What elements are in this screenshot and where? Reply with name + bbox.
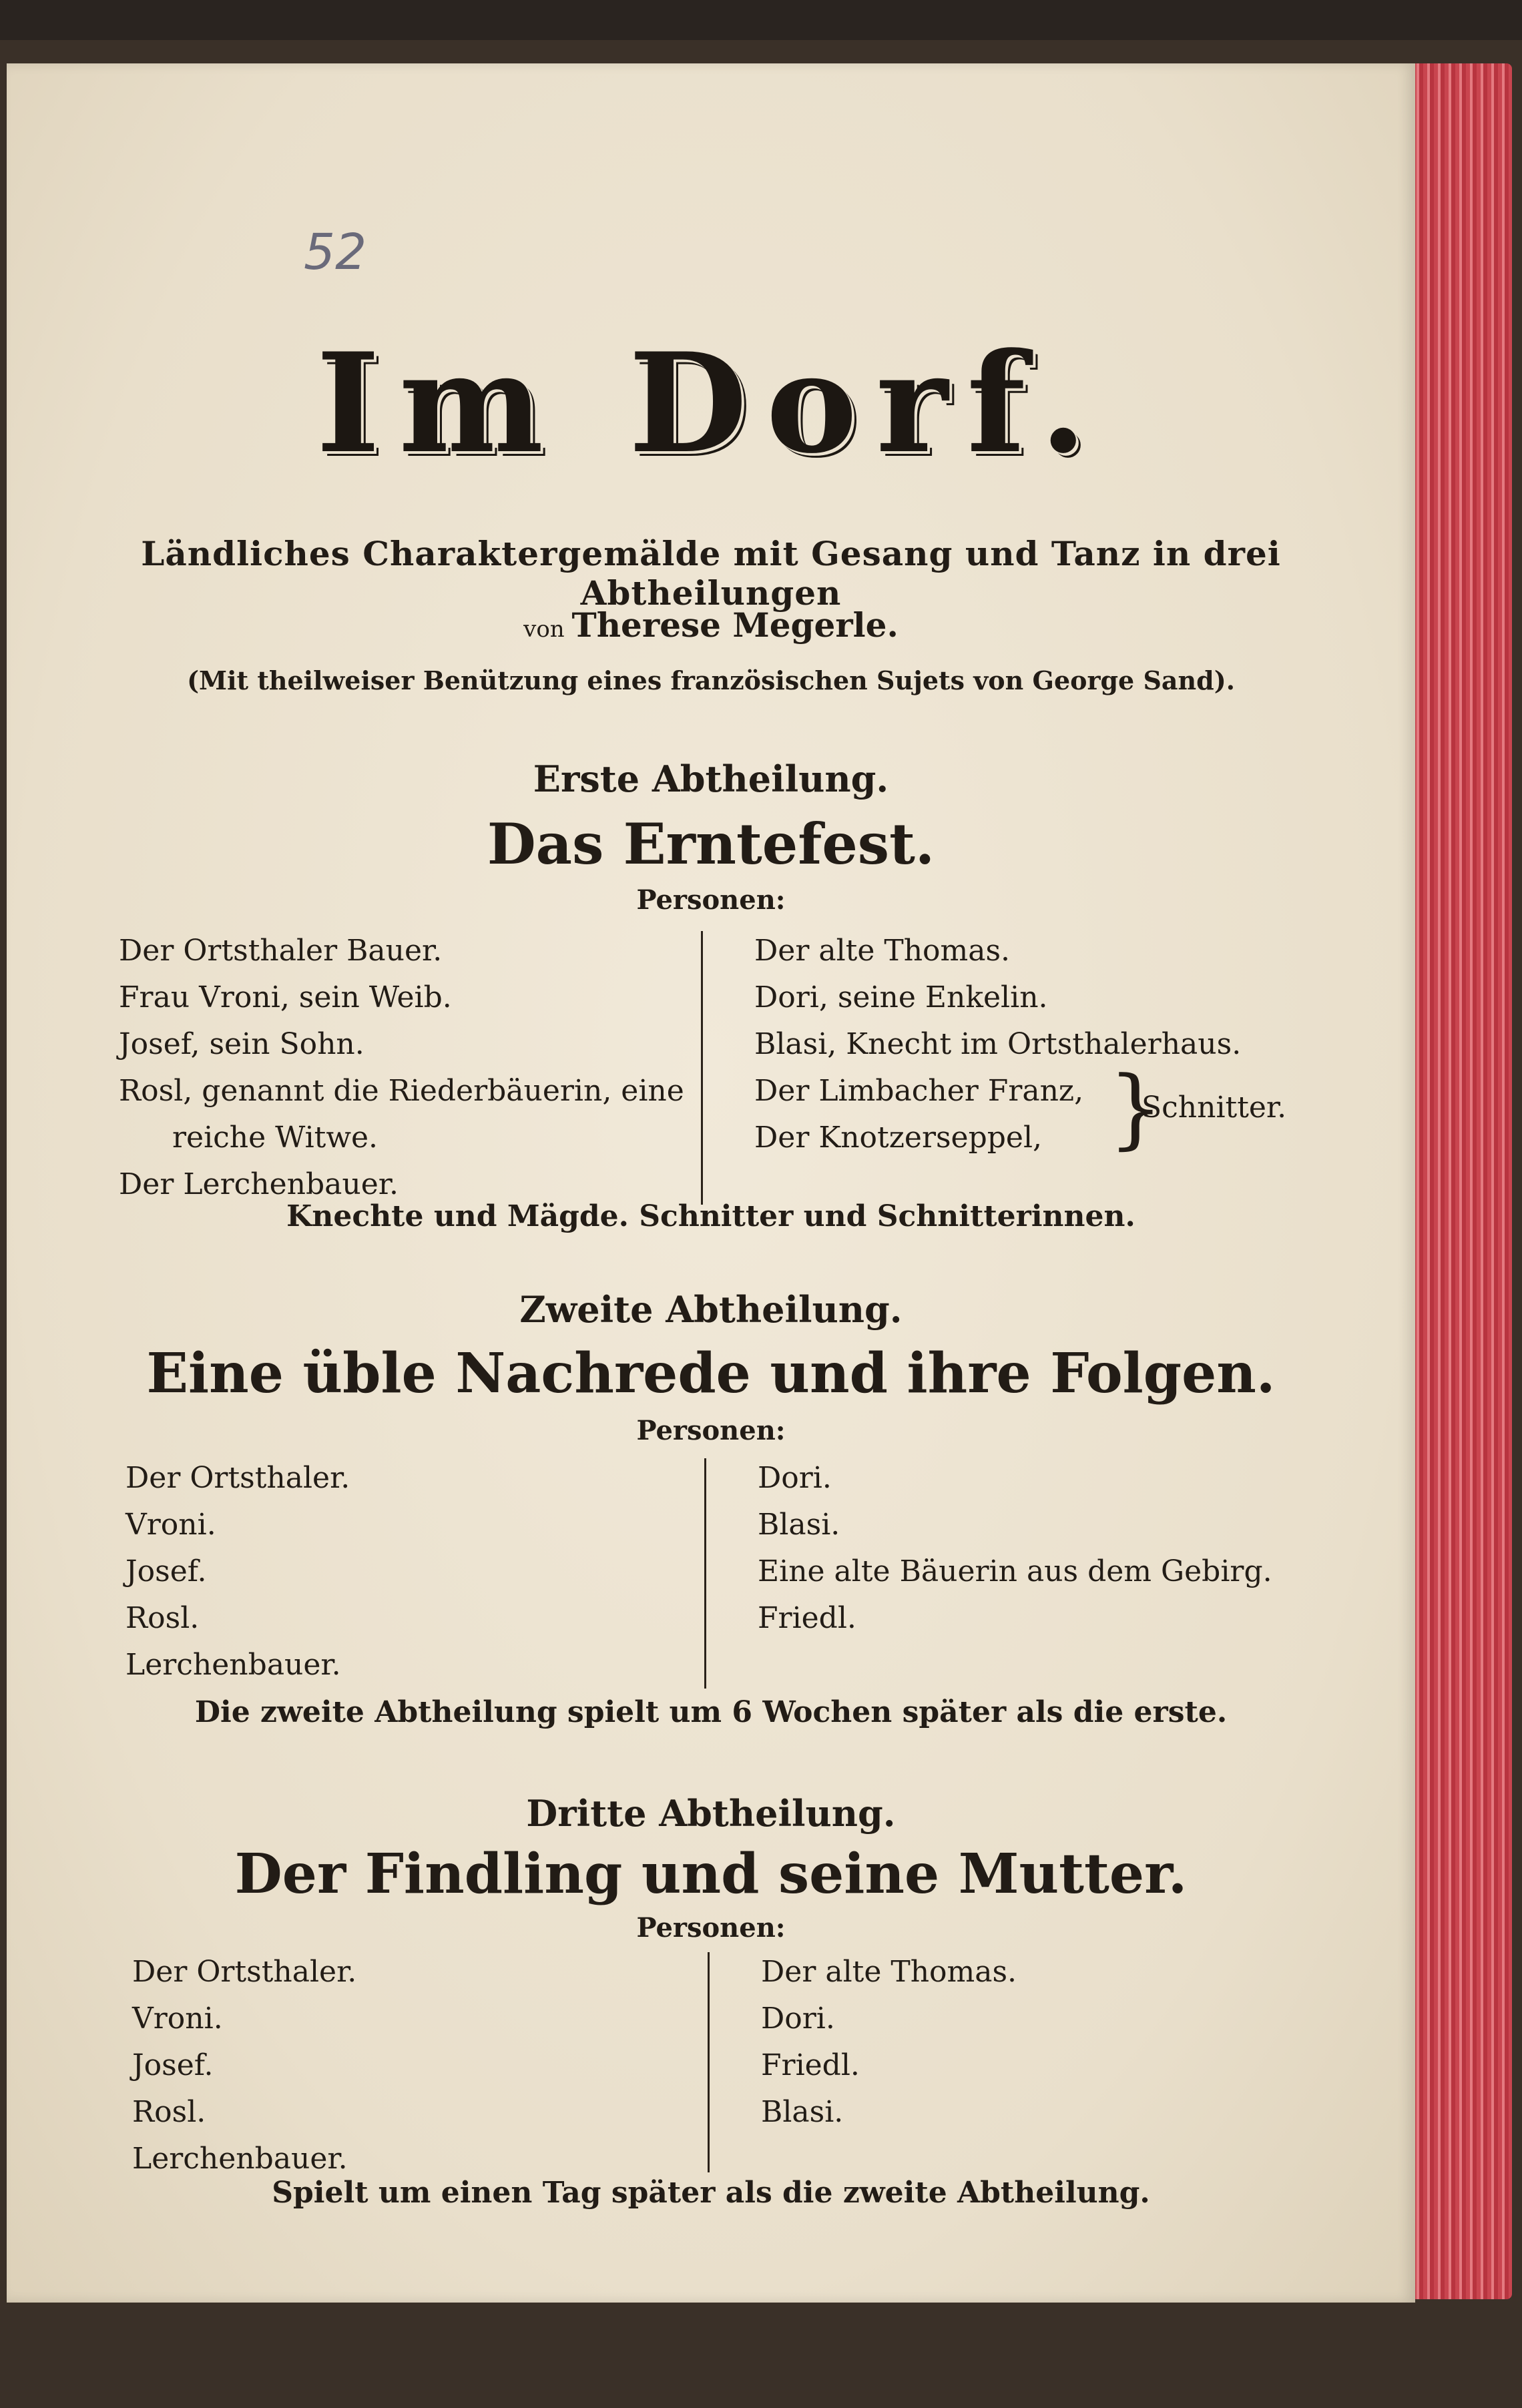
play-title: Im Dorf.: [316, 324, 1106, 484]
author-line: [7, 605, 1415, 645]
act-2-note: Die zweite Abtheilung spielt um 6 Wochen später als die erste.: [194, 1695, 1228, 1729]
cast-entry: Friedl.: [758, 1601, 856, 1635]
cast-entry: Josef, sein Sohn.: [119, 1027, 364, 1061]
cast-entry: Blasi.: [761, 2095, 844, 2129]
act-2-title: Eine üble Nachrede und ihre Folgen.: [146, 1341, 1276, 1406]
cast-entry: Der Ortsthaler.: [125, 1461, 350, 1495]
cast-entry: Vroni.: [125, 1508, 216, 1542]
cast-entry: Josef.: [125, 1554, 207, 1588]
cast-entry: Blasi, Knecht im Ortsthalerhaus.: [754, 1027, 1242, 1061]
cast-entry: Friedl.: [761, 2048, 860, 2082]
act-1-title: Das Erntefest.: [487, 811, 935, 877]
act-3-cast-left: [132, 1949, 356, 2182]
book-page: [7, 63, 1415, 2303]
cast-entry: Rosl.: [125, 1601, 200, 1635]
act-3-title: Der Findling und seine Mutter.: [234, 1842, 1188, 1906]
act-1-cast-left: [119, 928, 684, 1208]
play-subtitle: Ländliches Charaktergemälde mit Gesang und Tanz in drei Abtheilungen: [141, 534, 1281, 613]
cast-entry: Der alte Thomas.: [761, 1955, 1017, 1989]
act-2-divider: [704, 1458, 706, 1689]
cast-entry: Lerchenbauer.: [125, 1648, 341, 1682]
cast-entry: Dori, seine Enkelin.: [754, 980, 1048, 1014]
act-1-label: Erste Abtheilung.: [533, 758, 889, 800]
act-3-divider: [708, 1952, 710, 2172]
source-note: (Mit theilweiser Benützung eines französischen Sujets von George Sand).: [187, 665, 1235, 695]
cast-entry: Rosl.: [132, 2095, 206, 2129]
cast-group-label: Schnitter.: [1142, 1091, 1287, 1125]
act-1-divider: [701, 931, 703, 1205]
cast-entry: Eine alte Bäuerin aus dem Gebirg.: [758, 1554, 1272, 1588]
act-2-personen: Personen:: [636, 1415, 786, 1446]
cast-entry: Frau Vroni, sein Weib.: [119, 980, 452, 1014]
cast-entry: Blasi.: [758, 1508, 840, 1542]
page-edge: [1402, 63, 1512, 2299]
act-3-personen: Personen:: [636, 1912, 786, 1943]
cast-entry: Der Lerchenbauer.: [119, 1167, 399, 1201]
cast-entry: Dori.: [761, 2002, 835, 2036]
cast-entry: Dori.: [758, 1461, 832, 1495]
act-3-note: Spielt um einen Tag später als die zweite Abtheilung.: [272, 2176, 1150, 2210]
cast-entry: Der alte Thomas.: [754, 934, 1011, 968]
act-2-cast-right: [758, 1455, 1272, 1642]
act-3-label: Dritte Abtheilung.: [526, 1792, 896, 1835]
cast-entry: Der Knotzerseppel,: [754, 1121, 1043, 1155]
act-2-cast-left: [125, 1455, 350, 1689]
cast-entry: Josef.: [132, 2048, 214, 2082]
act-1-note: Knechte und Mägde. Schnitter und Schnitterinnen.: [286, 1199, 1135, 1233]
cast-entry: Lerchenbauer.: [132, 2142, 348, 2176]
cast-entry: Vroni.: [132, 2002, 223, 2036]
cast-brace: }: [1108, 1057, 1164, 1159]
page-number: 52: [304, 224, 367, 281]
cast-entry: Der Ortsthaler Bauer.: [119, 934, 443, 968]
act-3-cast-right: [761, 1949, 1017, 2136]
cast-entry: Der Limbacher Franz,: [754, 1074, 1084, 1108]
act-1-personen: Personen:: [636, 884, 786, 916]
cast-entry: Der Ortsthaler.: [132, 1955, 357, 1989]
author-name: Therese Megerle.: [571, 605, 899, 645]
author-prefix: von: [523, 616, 565, 643]
act-2-label: Zweite Abtheilung.: [519, 1288, 903, 1331]
cast-entry: reiche Witwe.: [172, 1121, 378, 1155]
cast-entry: Rosl, genannt die Riederbäuerin, eine: [119, 1074, 684, 1108]
